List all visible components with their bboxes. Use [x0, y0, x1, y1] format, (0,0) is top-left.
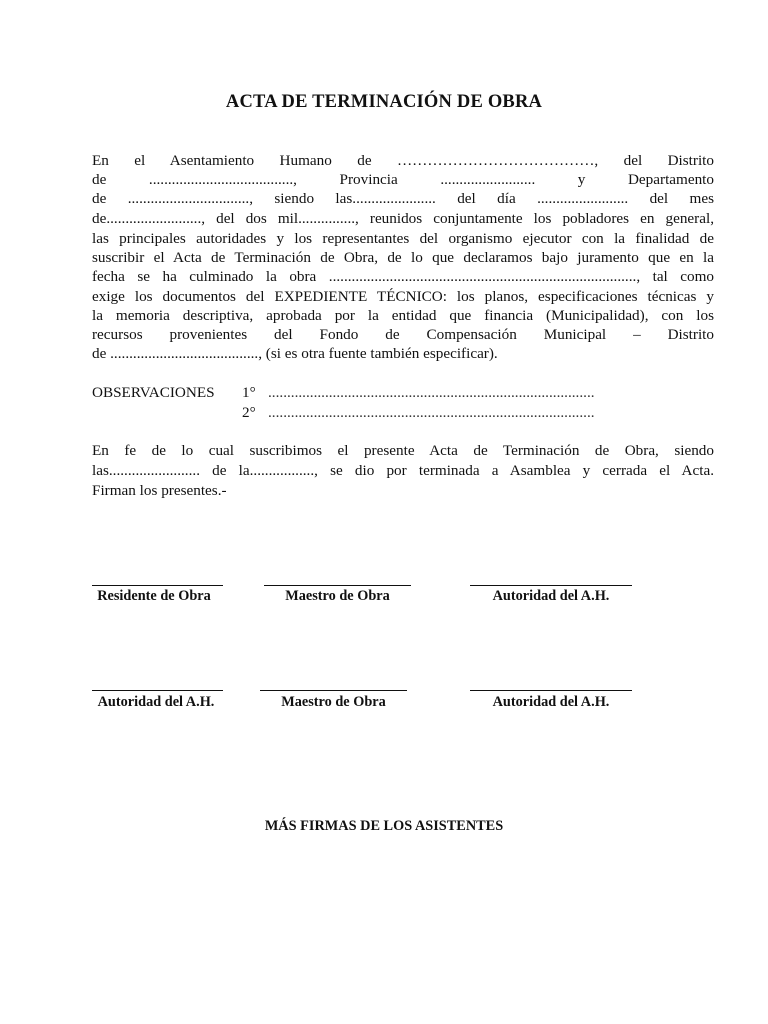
paragraph-1-line: la memoria descriptiva, aprobada por la entidad que financia (Municipalidad), con los	[92, 307, 714, 324]
signature-label: Autoridad del A.H.	[97, 694, 215, 710]
signature-label: Maestro de Obra	[285, 588, 390, 604]
paragraph-1-line: fecha se ha culminado la obra ................................................................................., tal como	[92, 268, 714, 285]
signature-line	[470, 690, 632, 691]
signature-line	[470, 585, 632, 586]
paragraph-1-line: de........................., del dos mil..............., reunidos conjuntamente los pobladores en general,	[92, 210, 714, 227]
paragraph-2-line: Firman los presentes.-	[92, 482, 227, 499]
paragraph-1-line: exige los documentos del EXPEDIENTE TÉCNICO: los planos, especificaciones técnicas y	[92, 288, 714, 305]
paragraph-1-line: suscribir el Acta de Terminación de Obra, de lo que declaramos bajo juramento que en la	[92, 249, 714, 266]
document-title: ACTA DE TERMINACIÓN DE OBRA	[225, 92, 543, 112]
signature-line	[264, 585, 411, 586]
paragraph-1-line: de ......................................, Provincia ......................... y Departamento	[92, 171, 714, 188]
paragraph-1-line: En el Asentamiento Humano de …………………………………, del Distrito	[92, 152, 714, 169]
paragraph-1-line: de ................................, siendo las...................... del día ........................ del mes	[92, 190, 714, 207]
paragraph-1-line: las principales autoridades y los representantes del organismo ejecutor con la finalidad de	[92, 230, 714, 247]
signature-line	[92, 585, 223, 586]
paragraph-2-line: las........................ de la................., se dio por terminada a Asamblea y cerrada el Acta.	[92, 462, 714, 479]
paragraph-1-line: de ......................................., (si es otra fuente también especificar).	[92, 345, 498, 362]
signature-label: Residente de Obra	[97, 588, 211, 604]
signature-label: Autoridad del A.H.	[492, 588, 610, 604]
signature-label: Autoridad del A.H.	[492, 694, 610, 710]
observacion-number: 1°	[242, 384, 256, 401]
signature-label: Maestro de Obra	[281, 694, 386, 710]
signature-line	[260, 690, 407, 691]
footer-heading: MÁS FIRMAS DE LOS ASISTENTES	[264, 818, 504, 834]
observaciones-label: OBSERVACIONES	[92, 384, 215, 401]
signature-line	[92, 690, 223, 691]
observacion-blank: ......................................................................................	[268, 404, 595, 421]
observacion-blank: ......................................................................................	[268, 384, 595, 401]
paragraph-1-line: recursos provenientes del Fondo de Compensación Municipal – Distrito	[92, 326, 714, 343]
paragraph-2-line: En fe de lo cual suscribimos el presente Acta de Terminación de Obra, siendo	[92, 442, 714, 459]
observacion-number: 2°	[242, 404, 256, 421]
